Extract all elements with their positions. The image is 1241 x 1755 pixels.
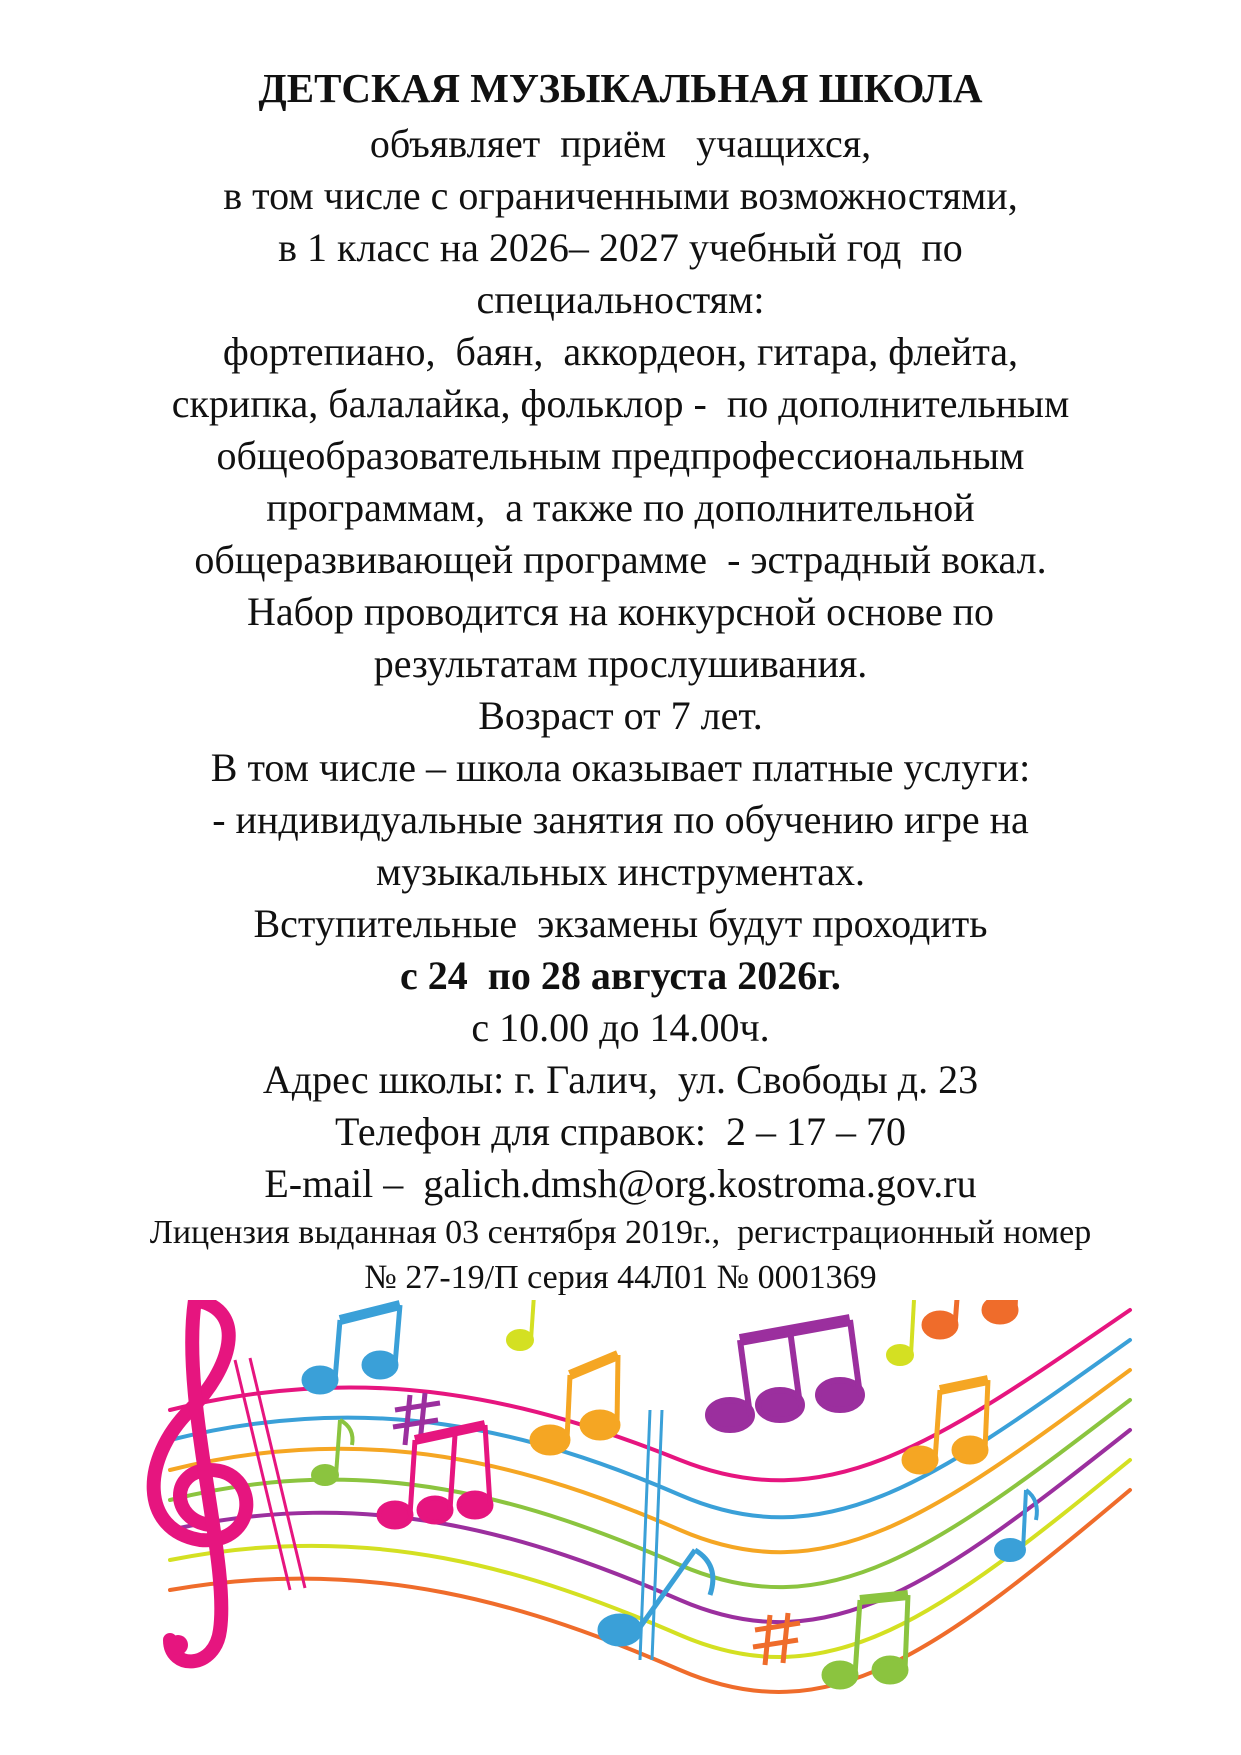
school-title: ДЕТСКАЯ МУЗЫКАЛЬНАЯ ШКОЛА bbox=[258, 65, 983, 111]
admission-line: Набор проводится на конкурсной основе по bbox=[246, 589, 995, 634]
exam-dates: с 24 по 28 августа 2026г. bbox=[400, 953, 841, 998]
eighth-note-icon bbox=[924, 1300, 1018, 1337]
eighth-note-icon bbox=[888, 1300, 914, 1364]
beamed-notes-icon bbox=[304, 1305, 400, 1392]
announcement-line: в том числе с ограниченными возможностями, bbox=[223, 173, 1018, 218]
specialties-line: скрипка, балалайка, фольклор - по дополнительным bbox=[171, 381, 1070, 426]
music-staff-with-notes-illustration bbox=[140, 1300, 1140, 1720]
beamed-notes-icon bbox=[532, 1355, 618, 1453]
exams-line: Вступительные экзамены будут проходить bbox=[253, 901, 988, 946]
license-line: Лицензия выданная 03 сентября 2019г., регистрационный номер bbox=[149, 1214, 1092, 1251]
eighth-note-icon bbox=[313, 1420, 353, 1484]
license-number-line: № 27-19/П серия 44Л01 № 0001369 bbox=[364, 1259, 877, 1296]
admission-line: результатам прослушивания. bbox=[373, 641, 868, 686]
bar-line bbox=[652, 1410, 662, 1660]
programs-line: программам, а также по дополнительной bbox=[266, 485, 975, 530]
eighth-note-icon bbox=[508, 1300, 534, 1349]
email-line: E-mail – galich.dmsh@org.kostroma.gov.ru bbox=[264, 1161, 977, 1206]
school-address: Адрес школы: г. Галич, ул. Свободы д. 23 bbox=[262, 1057, 979, 1102]
paid-services-line: музыкальных инструментах. bbox=[375, 849, 866, 894]
exam-hours: с 10.00 до 14.00ч. bbox=[471, 1005, 770, 1050]
staff-line bbox=[170, 1490, 1130, 1692]
beamed-notes-icon bbox=[708, 1320, 862, 1430]
eighth-note-icon bbox=[996, 1490, 1037, 1560]
programs-line: общеобразовательным предпрофессиональным bbox=[216, 433, 1025, 478]
specialties-line: фортепиано, баян, аккордеон, гитара, флейта, bbox=[222, 329, 1019, 374]
announcement-line: объявляет приём учащихся, bbox=[369, 121, 872, 166]
staff-line bbox=[170, 1460, 1130, 1657]
paid-services-line: В том числе – школа оказывает платные услуги: bbox=[210, 745, 1031, 790]
paid-services-line: - индивидуальные занятия по обучению игре на bbox=[212, 797, 1029, 842]
age-line: Возраст от 7 лет. bbox=[478, 693, 763, 738]
staff-line bbox=[170, 1430, 1130, 1622]
treble-clef-icon bbox=[154, 1300, 247, 1661]
beamed-notes-icon bbox=[379, 1425, 491, 1527]
announcement-text bbox=[0, 58, 1241, 1300]
beamed-notes-icon bbox=[904, 1380, 988, 1472]
phone-line: Телефон для справок: 2 – 17 – 70 bbox=[335, 1109, 906, 1154]
programs-line: общеразвивающей программе - эстрадный вокал. bbox=[194, 537, 1047, 582]
announcement-line: специальностям: bbox=[476, 277, 765, 322]
announcement-line: в 1 класс на 2026– 2027 учебный год по bbox=[278, 225, 963, 270]
